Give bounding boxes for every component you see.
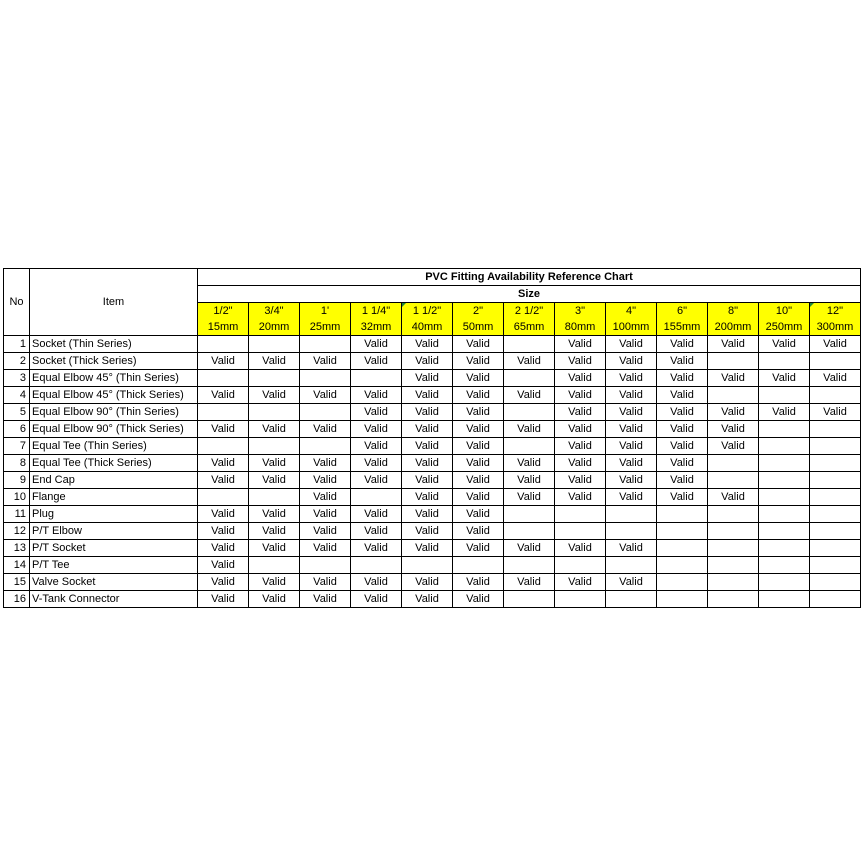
availability-cell: Valid [453,540,504,557]
availability-cell: Valid [300,387,351,404]
table-row [4,438,861,455]
availability-cell: Valid [402,404,453,421]
availability-cell [759,353,810,370]
availability-cell [606,523,657,540]
availability-cell: Valid [453,591,504,608]
availability-cell: Valid [198,574,249,591]
availability-cell [810,455,861,472]
availability-cell [759,591,810,608]
row-number: 1 [4,336,30,353]
availability-cell: Valid [657,353,708,370]
size-mm-header: 300mm [810,319,861,336]
availability-cell [555,557,606,574]
availability-cell: Valid [249,506,300,523]
availability-cell: Valid [657,438,708,455]
availability-cell: Valid [351,438,402,455]
size-inch-header: 12" [810,303,861,320]
availability-cell: Valid [555,489,606,506]
availability-cell [759,472,810,489]
row-number: 11 [4,506,30,523]
table-row [4,387,861,404]
availability-cell: Valid [606,489,657,506]
availability-cell [810,540,861,557]
availability-cell: Valid [657,489,708,506]
availability-cell: Valid [555,574,606,591]
availability-cell: Valid [453,455,504,472]
availability-cell [402,557,453,574]
availability-cell: Valid [606,540,657,557]
availability-cell [810,438,861,455]
item-name: Valve Socket [30,574,198,591]
availability-cell: Valid [606,574,657,591]
item-name: End Cap [30,472,198,489]
size-inch-header: 10" [759,303,810,320]
availability-cell: Valid [300,353,351,370]
availability-cell [708,455,759,472]
availability-cell: Valid [402,506,453,523]
availability-cell [810,523,861,540]
size-inch-header: 2" [453,303,504,320]
availability-cell: Valid [351,506,402,523]
availability-cell: Valid [249,455,300,472]
availability-cell [708,540,759,557]
availability-cell: Valid [249,472,300,489]
availability-cell [657,540,708,557]
availability-cell: Valid [555,336,606,353]
availability-cell: Valid [249,591,300,608]
availability-cell: Valid [351,336,402,353]
availability-cell [708,523,759,540]
availability-cell: Valid [810,404,861,421]
availability-cell [300,404,351,421]
availability-cell: Valid [300,523,351,540]
availability-cell: Valid [402,421,453,438]
availability-cell: Valid [249,421,300,438]
availability-cell: Valid [300,421,351,438]
availability-cell: Valid [402,472,453,489]
table-row [4,591,861,608]
size-inch-header: 1/2" [198,303,249,320]
size-mm-header: 15mm [198,319,249,336]
availability-cell: Valid [300,489,351,506]
availability-cell: Valid [198,557,249,574]
availability-cell: Valid [249,353,300,370]
row-number: 16 [4,591,30,608]
size-mm-header: 40mm [402,319,453,336]
availability-cell: Valid [606,472,657,489]
table-row [4,557,861,574]
item-name: Equal Elbow 90° (Thick Series) [30,421,198,438]
availability-cell [810,353,861,370]
availability-cell: Valid [606,353,657,370]
availability-cell [810,387,861,404]
no-header: No [4,269,30,336]
availability-cell [606,506,657,523]
availability-cell: Valid [657,472,708,489]
item-name: Equal Tee (Thin Series) [30,438,198,455]
availability-cell: Valid [657,387,708,404]
availability-cell [504,557,555,574]
availability-cell: Valid [402,591,453,608]
availability-cell: Valid [555,455,606,472]
availability-cell [504,370,555,387]
availability-cell [249,336,300,353]
table-row [4,540,861,557]
row-number: 2 [4,353,30,370]
availability-cell: Valid [555,421,606,438]
availability-cell: Valid [402,455,453,472]
availability-cell: Valid [300,574,351,591]
availability-cell: Valid [198,421,249,438]
availability-cell [759,387,810,404]
availability-cell: Valid [351,591,402,608]
availability-cell: Valid [453,472,504,489]
availability-cell [504,336,555,353]
availability-cell [198,489,249,506]
availability-cell: Valid [198,455,249,472]
availability-cell: Valid [198,353,249,370]
availability-cell: Valid [198,540,249,557]
item-name: Equal Elbow 45° (Thick Series) [30,387,198,404]
availability-cell: Valid [657,370,708,387]
availability-cell: Valid [657,404,708,421]
availability-cell [504,404,555,421]
table-row [4,404,861,421]
size-mm-header: 250mm [759,319,810,336]
row-number: 6 [4,421,30,438]
availability-cell: Valid [249,523,300,540]
availability-cell: Valid [351,404,402,421]
title-row [4,269,861,286]
availability-cell [504,506,555,523]
availability-cell [810,506,861,523]
availability-cell: Valid [606,387,657,404]
table-row [4,455,861,472]
availability-cell: Valid [453,421,504,438]
availability-cell [657,523,708,540]
availability-cell: Valid [708,421,759,438]
availability-cell [810,489,861,506]
availability-cell [810,421,861,438]
availability-cell: Valid [657,421,708,438]
availability-cell [606,557,657,574]
availability-cell: Valid [453,336,504,353]
availability-cell: Valid [351,421,402,438]
availability-cell [708,574,759,591]
availability-cell: Valid [606,421,657,438]
availability-cell [657,591,708,608]
availability-cell: Valid [198,523,249,540]
availability-cell: Valid [606,455,657,472]
row-number: 13 [4,540,30,557]
row-number: 4 [4,387,30,404]
size-mm-header: 25mm [300,319,351,336]
size-inch-header: 2 1/2" [504,303,555,320]
availability-cell: Valid [504,540,555,557]
availability-cell: Valid [555,438,606,455]
availability-cell: Valid [606,438,657,455]
availability-cell: Valid [351,455,402,472]
availability-cell [759,540,810,557]
row-number: 3 [4,370,30,387]
availability-cell: Valid [402,370,453,387]
availability-cell: Valid [249,387,300,404]
availability-cell [759,438,810,455]
availability-cell: Valid [708,489,759,506]
availability-cell: Valid [657,455,708,472]
availability-cell [249,557,300,574]
availability-cell: Valid [402,438,453,455]
availability-cell: Valid [402,336,453,353]
availability-cell: Valid [351,540,402,557]
availability-cell [453,557,504,574]
size-inch-header: 4" [606,303,657,320]
availability-cell: Valid [300,506,351,523]
availability-cell [249,438,300,455]
availability-cell [249,404,300,421]
availability-cell [249,370,300,387]
availability-cell: Valid [351,353,402,370]
availability-cell [198,438,249,455]
availability-cell: Valid [198,591,249,608]
availability-cell: Valid [504,574,555,591]
availability-cell: Valid [249,540,300,557]
availability-cell [759,421,810,438]
availability-cell: Valid [198,506,249,523]
availability-cell: Valid [759,370,810,387]
availability-cell [759,574,810,591]
availability-cell [759,523,810,540]
availability-cell: Valid [504,421,555,438]
availability-table [3,268,861,608]
size-inch-header: 1 1/4" [351,303,402,320]
availability-cell: Valid [708,404,759,421]
item-name: P/T Tee [30,557,198,574]
availability-cell: Valid [657,336,708,353]
availability-cell [198,336,249,353]
availability-cell: Valid [453,438,504,455]
availability-cell: Valid [300,472,351,489]
item-name: Plug [30,506,198,523]
availability-cell: Valid [708,336,759,353]
availability-cell: Valid [504,472,555,489]
availability-cell: Valid [402,387,453,404]
availability-cell: Valid [402,574,453,591]
size-mm-header: 32mm [351,319,402,336]
availability-cell [249,489,300,506]
availability-cell: Valid [708,370,759,387]
availability-cell [504,438,555,455]
item-name: Equal Elbow 45° (Thin Series) [30,370,198,387]
row-number: 9 [4,472,30,489]
table-row [4,336,861,353]
availability-cell: Valid [300,591,351,608]
availability-cell [810,472,861,489]
availability-cell [759,455,810,472]
availability-cell [759,506,810,523]
size-inch-header: 8" [708,303,759,320]
table-row [4,489,861,506]
row-number: 7 [4,438,30,455]
availability-cell: Valid [555,540,606,557]
availability-cell [657,557,708,574]
availability-cell: Valid [810,336,861,353]
availability-cell: Valid [759,404,810,421]
availability-cell: Valid [402,489,453,506]
availability-cell [759,557,810,574]
availability-cell [504,523,555,540]
row-number: 8 [4,455,30,472]
availability-cell [504,591,555,608]
item-name: V-Tank Connector [30,591,198,608]
availability-cell [606,591,657,608]
availability-cell: Valid [504,489,555,506]
availability-cell: Valid [402,523,453,540]
availability-cell [198,404,249,421]
availability-cell [708,506,759,523]
availability-cell: Valid [504,387,555,404]
item-name: Socket (Thick Series) [30,353,198,370]
availability-cell [198,370,249,387]
table-row [4,574,861,591]
item-name: Equal Tee (Thick Series) [30,455,198,472]
row-number: 15 [4,574,30,591]
availability-cell: Valid [453,489,504,506]
availability-cell [351,557,402,574]
availability-cell: Valid [300,540,351,557]
size-inch-header: 1' [300,303,351,320]
availability-cell: Valid [453,506,504,523]
availability-cell: Valid [504,353,555,370]
availability-cell: Valid [555,404,606,421]
availability-cell: Valid [198,387,249,404]
availability-cell [555,506,606,523]
size-inch-header: 6" [657,303,708,320]
availability-cell: Valid [351,387,402,404]
chart-title: PVC Fitting Availability Reference Chart [198,269,861,286]
item-name: Flange [30,489,198,506]
availability-cell: Valid [504,455,555,472]
size-mm-header: 50mm [453,319,504,336]
availability-cell [351,489,402,506]
availability-cell [759,489,810,506]
availability-cell: Valid [453,574,504,591]
availability-cell [708,387,759,404]
item-name: P/T Elbow [30,523,198,540]
availability-cell: Valid [555,353,606,370]
size-mm-header: 200mm [708,319,759,336]
availability-cell: Valid [453,523,504,540]
availability-cell: Valid [453,404,504,421]
availability-cell [810,591,861,608]
item-name: Socket (Thin Series) [30,336,198,353]
availability-cell [708,472,759,489]
availability-cell: Valid [198,472,249,489]
availability-cell [708,557,759,574]
availability-cell [810,557,861,574]
availability-cell [300,370,351,387]
size-header: Size [198,286,861,303]
availability-cell: Valid [606,336,657,353]
size-mm-header: 100mm [606,319,657,336]
row-number: 10 [4,489,30,506]
availability-cell: Valid [810,370,861,387]
size-mm-header: 20mm [249,319,300,336]
availability-cell [657,506,708,523]
availability-cell [810,574,861,591]
availability-cell [657,574,708,591]
size-mm-header: 80mm [555,319,606,336]
availability-cell [708,591,759,608]
table-row [4,523,861,540]
item-name: Equal Elbow 90° (Thin Series) [30,404,198,421]
size-inch-header: 3" [555,303,606,320]
availability-cell [555,591,606,608]
availability-cell: Valid [402,353,453,370]
availability-cell: Valid [453,370,504,387]
item-header: Item [30,269,198,336]
row-number: 12 [4,523,30,540]
availability-cell: Valid [453,353,504,370]
availability-cell [300,438,351,455]
availability-cell: Valid [759,336,810,353]
availability-cell: Valid [351,523,402,540]
availability-cell [708,353,759,370]
item-name: P/T Socket [30,540,198,557]
availability-cell [351,370,402,387]
availability-cell [300,557,351,574]
size-inch-header: 1 1/2" [402,303,453,320]
availability-cell: Valid [402,540,453,557]
availability-cell: Valid [453,387,504,404]
table-row [4,421,861,438]
availability-cell [555,523,606,540]
availability-cell: Valid [555,370,606,387]
row-number: 14 [4,557,30,574]
row-number: 5 [4,404,30,421]
availability-cell: Valid [555,387,606,404]
table-row [4,353,861,370]
availability-cell: Valid [708,438,759,455]
size-mm-header: 155mm [657,319,708,336]
size-inch-header: 3/4" [249,303,300,320]
availability-cell [300,336,351,353]
availability-cell: Valid [249,574,300,591]
availability-cell: Valid [351,574,402,591]
table-row [4,370,861,387]
availability-cell: Valid [555,472,606,489]
table-row [4,506,861,523]
size-mm-header: 65mm [504,319,555,336]
availability-cell: Valid [606,370,657,387]
availability-cell: Valid [351,472,402,489]
table-row [4,472,861,489]
availability-cell: Valid [606,404,657,421]
availability-cell: Valid [300,455,351,472]
